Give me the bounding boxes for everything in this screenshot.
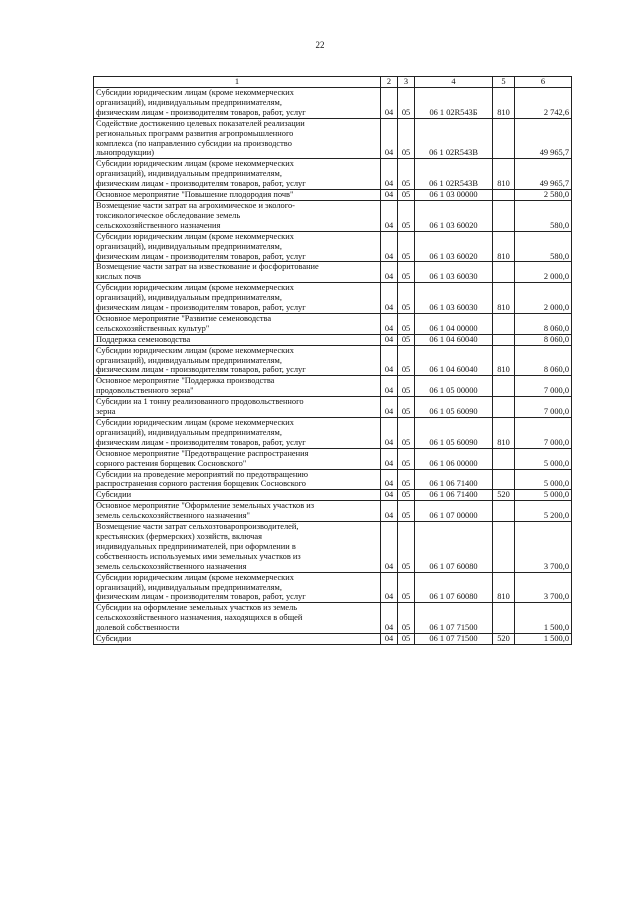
row-amount: 3 700,0 <box>515 572 572 603</box>
row-expense-type: 810 <box>493 345 515 376</box>
table-row <box>94 190 572 201</box>
row-target-article: 06 1 04 00000 <box>415 313 493 334</box>
row-amount: 5 000,0 <box>515 469 572 490</box>
table-row <box>94 200 572 231</box>
row-subsection: 05 <box>398 376 415 397</box>
row-subsection: 05 <box>398 603 415 634</box>
row-subsection: 05 <box>398 313 415 334</box>
row-target-article: 06 1 05 00000 <box>415 376 493 397</box>
row-section: 04 <box>381 88 398 119</box>
row-amount: 5 200,0 <box>515 501 572 522</box>
row-amount: 2 580,0 <box>515 190 572 201</box>
table-row <box>94 231 572 262</box>
row-subsection: 05 <box>398 159 415 190</box>
row-name: Субсидии на проведение мероприятий по предотвращению распространения сорного растения борщевик Сосновского <box>94 469 381 490</box>
row-amount: 2 000,0 <box>515 262 572 283</box>
row-target-article: 06 1 04 60040 <box>415 334 493 345</box>
row-target-article: 06 1 05 60090 <box>415 397 493 418</box>
row-subsection: 05 <box>398 490 415 501</box>
table-row <box>94 118 572 159</box>
table-row <box>94 448 572 469</box>
row-target-article: 06 1 03 60020 <box>415 200 493 231</box>
table-row <box>94 159 572 190</box>
row-subsection: 05 <box>398 448 415 469</box>
row-amount: 1 500,0 <box>515 603 572 634</box>
row-amount: 8 060,0 <box>515 334 572 345</box>
row-target-article: 06 1 04 60040 <box>415 345 493 376</box>
row-amount: 2 000,0 <box>515 283 572 314</box>
row-target-article: 06 1 06 00000 <box>415 448 493 469</box>
row-name: Возмещение части затрат на известкование и фосфоритование кислых почв <box>94 262 381 283</box>
row-name: Субсидии юридическим лицам (кроме некоммерческих организаций), индивидуальным предпринимателям, физическим лицам - производителям товаров, работ, услуг <box>94 231 381 262</box>
row-name: Субсидии <box>94 634 381 645</box>
row-expense-type <box>493 313 515 334</box>
row-expense-type <box>493 397 515 418</box>
row-expense-type: 810 <box>493 159 515 190</box>
row-expense-type: 810 <box>493 418 515 449</box>
table-row <box>94 88 572 119</box>
row-name: Субсидии на 1 тонну реализованного продовольственного зерна <box>94 397 381 418</box>
row-name: Субсидии юридическим лицам (кроме некоммерческих организаций), индивидуальным предпринимателям, физическим лицам - производителям товаров, работ, услуг <box>94 283 381 314</box>
row-expense-type <box>493 334 515 345</box>
row-section: 04 <box>381 313 398 334</box>
row-amount: 580,0 <box>515 231 572 262</box>
row-target-article: 06 1 03 00000 <box>415 190 493 201</box>
column-header-amount: 6 <box>515 77 572 88</box>
row-target-article: 06 1 03 60020 <box>415 231 493 262</box>
row-name: Основное мероприятие "Развитие семеноводства сельскохозяйственных культур" <box>94 313 381 334</box>
column-header-expense-type: 5 <box>493 77 515 88</box>
row-section: 04 <box>381 118 398 159</box>
table-row <box>94 313 572 334</box>
row-target-article: 06 1 07 71500 <box>415 603 493 634</box>
row-subsection: 05 <box>398 200 415 231</box>
row-subsection: 05 <box>398 262 415 283</box>
row-target-article: 06 1 06 71400 <box>415 469 493 490</box>
row-subsection: 05 <box>398 397 415 418</box>
row-name: Субсидии юридическим лицам (кроме некоммерческих организаций), индивидуальным предпринимателям, физическим лицам - производителям товаров, работ, услуг <box>94 572 381 603</box>
row-subsection: 05 <box>398 469 415 490</box>
row-name: Основное мероприятие "Предотвращение распространения сорного растения борщевик Сосновского" <box>94 448 381 469</box>
row-subsection: 05 <box>398 334 415 345</box>
row-section: 04 <box>381 603 398 634</box>
row-target-article: 06 1 07 60080 <box>415 522 493 573</box>
row-subsection: 05 <box>398 418 415 449</box>
row-subsection: 05 <box>398 190 415 201</box>
table-row <box>94 522 572 573</box>
row-section: 04 <box>381 572 398 603</box>
table-row <box>94 634 572 645</box>
row-expense-type: 520 <box>493 634 515 645</box>
row-amount: 2 742,6 <box>515 88 572 119</box>
table-row <box>94 376 572 397</box>
column-header-subsection: 3 <box>398 77 415 88</box>
row-name: Содействие достижению целевых показателей реализации региональных программ развития агропромышленного комплекса (по направлению субсидии на производство льнопродукции) <box>94 118 381 159</box>
row-name: Основное мероприятие "Оформление земельных участков из земель сельскохозяйственного назначения" <box>94 501 381 522</box>
row-expense-type: 810 <box>493 231 515 262</box>
row-name: Основное мероприятие "Поддержка производства продовольственного зерна" <box>94 376 381 397</box>
row-subsection: 05 <box>398 501 415 522</box>
row-expense-type <box>493 501 515 522</box>
row-section: 04 <box>381 634 398 645</box>
column-header-name: 1 <box>94 77 381 88</box>
table-row <box>94 501 572 522</box>
row-name: Поддержка семеноводства <box>94 334 381 345</box>
row-section: 04 <box>381 501 398 522</box>
row-amount: 49 965,7 <box>515 118 572 159</box>
row-target-article: 06 1 05 60090 <box>415 418 493 449</box>
row-section: 04 <box>381 262 398 283</box>
row-name: Возмещение части затрат на агрохимическое и эколого- токсикологическое обследование земель сельскохозяйственного назначения <box>94 200 381 231</box>
row-amount: 7 000,0 <box>515 418 572 449</box>
table-row <box>94 469 572 490</box>
row-amount: 580,0 <box>515 200 572 231</box>
row-subsection: 05 <box>398 283 415 314</box>
row-expense-type <box>493 190 515 201</box>
row-subsection: 05 <box>398 522 415 573</box>
row-section: 04 <box>381 490 398 501</box>
row-expense-type <box>493 200 515 231</box>
table-row <box>94 490 572 501</box>
row-amount: 7 000,0 <box>515 397 572 418</box>
row-subsection: 05 <box>398 572 415 603</box>
row-target-article: 06 1 06 71400 <box>415 490 493 501</box>
row-section: 04 <box>381 334 398 345</box>
row-amount: 7 000,0 <box>515 376 572 397</box>
table-row <box>94 283 572 314</box>
row-name: Субсидии юридическим лицам (кроме некоммерческих организаций), индивидуальным предпринимателям, физическим лицам - производителям товаров, работ, услуг <box>94 159 381 190</box>
row-subsection: 05 <box>398 88 415 119</box>
row-expense-type: 810 <box>493 88 515 119</box>
table-row <box>94 603 572 634</box>
row-name: Субсидии юридическим лицам (кроме некоммерческих организаций), индивидуальным предпринимателям, физическим лицам - производителям товаров, работ, услуг <box>94 345 381 376</box>
row-section: 04 <box>381 522 398 573</box>
row-target-article: 06 1 07 60080 <box>415 572 493 603</box>
row-target-article: 06 1 02R543Б <box>415 88 493 119</box>
row-name: Субсидии <box>94 490 381 501</box>
row-section: 04 <box>381 200 398 231</box>
row-target-article: 06 1 07 00000 <box>415 501 493 522</box>
table-row <box>94 345 572 376</box>
row-name: Субсидии на оформление земельных участков из земель сельскохозяйственного назначения, находящихся в общей долевой собственности <box>94 603 381 634</box>
row-expense-type: 810 <box>493 572 515 603</box>
row-amount: 49 965,7 <box>515 159 572 190</box>
header-row <box>94 77 572 88</box>
row-name: Возмещение части затрат сельхозтоваропроизводителей, крестьянских (фермерских) хозяйств, включая индивидуальных предпринимателей, при оформлении в собственность используемых ими земельных участков из земель сельскохозяйственного назначения <box>94 522 381 573</box>
page-number: 22 <box>315 40 325 50</box>
row-target-article: 06 1 03 60030 <box>415 283 493 314</box>
row-name: Основное мероприятие "Повышение плодородия почв" <box>94 190 381 201</box>
row-subsection: 05 <box>398 634 415 645</box>
table-row <box>94 334 572 345</box>
budget-table <box>93 76 572 645</box>
column-header-section: 2 <box>381 77 398 88</box>
row-section: 04 <box>381 469 398 490</box>
row-expense-type <box>493 448 515 469</box>
table-row <box>94 418 572 449</box>
row-subsection: 05 <box>398 118 415 159</box>
row-section: 04 <box>381 190 398 201</box>
row-section: 04 <box>381 231 398 262</box>
row-expense-type <box>493 118 515 159</box>
row-amount: 1 500,0 <box>515 634 572 645</box>
row-target-article: 06 1 02R543В <box>415 159 493 190</box>
row-expense-type: 810 <box>493 283 515 314</box>
table-row <box>94 397 572 418</box>
table-row <box>94 572 572 603</box>
row-expense-type <box>493 522 515 573</box>
row-section: 04 <box>381 159 398 190</box>
column-header-target-article: 4 <box>415 77 493 88</box>
row-amount: 8 060,0 <box>515 313 572 334</box>
row-expense-type <box>493 262 515 283</box>
row-name: Субсидии юридическим лицам (кроме некоммерческих организаций), индивидуальным предпринимателям, физическим лицам - производителям товаров, работ, услуг <box>94 88 381 119</box>
row-section: 04 <box>381 418 398 449</box>
row-target-article: 06 1 07 71500 <box>415 634 493 645</box>
row-subsection: 05 <box>398 231 415 262</box>
row-amount: 8 060,0 <box>515 345 572 376</box>
row-target-article: 06 1 02R543В <box>415 118 493 159</box>
row-subsection: 05 <box>398 345 415 376</box>
row-amount: 3 700,0 <box>515 522 572 573</box>
table-row <box>94 262 572 283</box>
row-target-article: 06 1 03 60030 <box>415 262 493 283</box>
row-expense-type: 520 <box>493 490 515 501</box>
row-expense-type <box>493 376 515 397</box>
row-expense-type <box>493 603 515 634</box>
row-section: 04 <box>381 345 398 376</box>
row-section: 04 <box>381 397 398 418</box>
row-section: 04 <box>381 376 398 397</box>
row-section: 04 <box>381 448 398 469</box>
row-expense-type <box>493 469 515 490</box>
row-amount: 5 000,0 <box>515 448 572 469</box>
row-name: Субсидии юридическим лицам (кроме некоммерческих организаций), индивидуальным предпринимателям, физическим лицам - производителям товаров, работ, услуг <box>94 418 381 449</box>
row-amount: 5 000,0 <box>515 490 572 501</box>
row-section: 04 <box>381 283 398 314</box>
